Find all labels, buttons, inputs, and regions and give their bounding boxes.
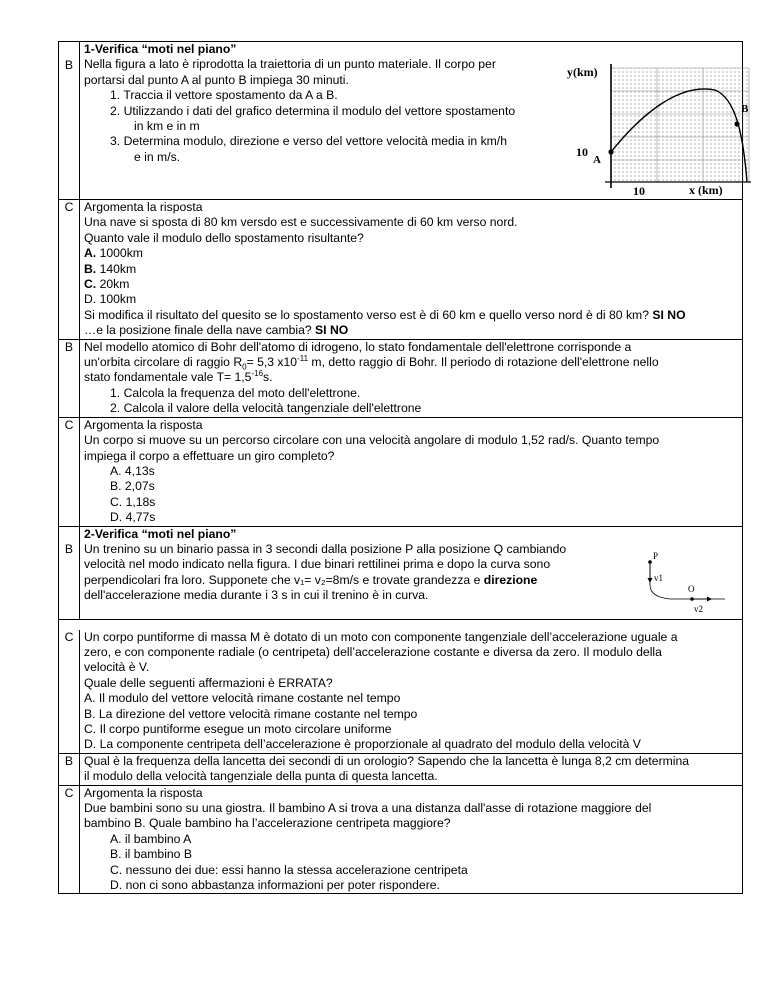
question-text: stato fondamentale vale $T= 1,5^{-16}s$. xyxy=(84,369,273,385)
answer-option: D. La componente centripeta dell’accelerazione è proporzionale al quadrato del modulo della velocità V xyxy=(84,737,641,752)
exercise-sheet xyxy=(58,41,749,894)
question-7 xyxy=(58,754,743,786)
question-text: velocità è V. xyxy=(84,660,150,675)
question-5 xyxy=(58,527,743,620)
point-b xyxy=(734,121,739,126)
difficulty-label: B xyxy=(59,754,80,785)
answer-option: C. nessuno dei due: essi hanno la stessa accelerazione centripeta xyxy=(110,862,468,877)
question-text: impiega il corpo a effettuare un giro completo? xyxy=(84,448,335,463)
answer-option: A. 4,13s xyxy=(110,463,155,478)
answer-option: D. 100km xyxy=(84,292,137,307)
question-3 xyxy=(58,340,743,418)
section-title: Argomenta la risposta xyxy=(84,200,203,214)
x-axis-label: x (km) xyxy=(689,183,723,196)
list-item-continuation: in km e in m xyxy=(134,119,200,134)
difficulty-label: B xyxy=(59,42,80,199)
question-2 xyxy=(58,200,743,340)
x-tick-10: 10 xyxy=(633,184,645,196)
question-text: zero, e con componente radiale (o centripeta) dell’accelerazione costante e diversa da zero. Il modulo della xyxy=(84,644,662,659)
question-text: portarsi dal punto A al punto B impiega 30 minuti. xyxy=(84,72,349,87)
question-text: Quanto vale il modulo dello spostamento risultante? xyxy=(84,230,364,245)
question-text: Qual è la frequenza della lancetta dei secondi di un orologio? Sapendo che la lancetta è lunga 8,2 cm determina xyxy=(84,753,690,768)
answer-option: A. 1000km xyxy=(84,246,143,261)
question-text: Un corpo si muove su un percorso circolare con una velocità angolare di modulo 1,52 rad/s. Quanto tempo xyxy=(84,433,660,448)
follow-up-question: Si modifica il risultato del quesito se lo spostamento verso est è di 60 km e quello verso nord è di 80 km? SI NO xyxy=(84,307,686,322)
question-text: Un corpo puntiforme di massa M è dotato di un moto con componente tangenziale dell’accelerazione uguale a xyxy=(84,629,678,644)
list-item: 2. Calcola il valore della velocità tangenziale dell'elettrone xyxy=(110,401,422,416)
point-p xyxy=(648,560,652,564)
section-title: 1-Verifica “moti nel piano” xyxy=(84,42,237,56)
q-label: O xyxy=(688,583,695,594)
answer-option: B. 140km xyxy=(84,261,137,276)
section-title: Argomenta la risposta xyxy=(84,785,203,800)
question-text: perpendicolari fra loro. Supponete che v₁= v₂=8m/s e trovate grandezza e direzione xyxy=(84,572,538,587)
question-text: dell'accelerazione media durante i 3 s in cui il trenino è in curva. xyxy=(84,588,429,603)
y-tick-10: 10 xyxy=(576,145,588,159)
answer-option: B. il bambino B xyxy=(110,847,192,862)
answer-option: D. non ci sono abbastanza informazioni per poter rispondere. xyxy=(110,878,440,893)
v2-label: v2 xyxy=(694,603,703,614)
point-a xyxy=(608,149,613,154)
answer-option: C. Il corpo puntiforme esegue un moto circolare uniforme xyxy=(84,721,392,736)
list-item: 2. Utilizzando i dati del grafico determina il modulo del vettore spostamento xyxy=(110,103,516,118)
question-text: Quale delle seguenti affermazioni è ERRATA? xyxy=(84,675,333,690)
question-text: Una nave si sposta di 80 km versdo est e successivamente di 60 km verso nord. xyxy=(84,215,518,230)
difficulty-label: C xyxy=(59,786,80,894)
difficulty-label: C xyxy=(59,630,80,753)
list-item: 3. Determina modulo, direzione e verso del vettore velocità media in km/h xyxy=(110,134,507,149)
list-item-continuation: e in m/s. xyxy=(134,149,181,164)
list-item: 1. Calcola la frequenza del moto dell'elettrone. xyxy=(110,385,361,400)
section-title: 2-Verifica “moti nel piano” xyxy=(84,526,237,541)
difficulty-label: B xyxy=(59,340,80,417)
question-6 xyxy=(58,620,743,754)
follow-up-question: …e la posizione finale della nave cambia? SI NO xyxy=(84,323,349,338)
answer-option: C. 20km xyxy=(84,277,130,292)
question-text: Nel modello atomico di Bohr dell'atomo di idrogeno, lo stato fondamentale dell'elettrone corrisponde a xyxy=(84,339,632,354)
point-b-label: B xyxy=(741,103,749,115)
trajectory-graph xyxy=(565,62,765,196)
question-8 xyxy=(58,786,743,895)
difficulty-label: C xyxy=(59,418,80,526)
question-text: Due bambini sono su una giostra. Il bambino A si trova a una distanza dall'asse di rotazione maggiore del xyxy=(84,801,652,815)
p-label: P xyxy=(653,550,659,561)
section-title: Argomenta la risposta xyxy=(84,417,203,432)
question-text: un'orbita circolare di raggio $R_0= 5,3$ $x10^{-11}$ m, detto raggio di Bohr. Il periodo di rotazione dell'elettrone nello xyxy=(84,354,659,372)
answer-option: B. La direzione del vettore velocità rimane costante nel tempo xyxy=(84,706,418,721)
question-text: Nella figura a lato è riprodotta la traiettoria di un punto materiale. Il corpo per xyxy=(84,57,496,72)
question-text: il modulo della velocità tangenziale della punta di questa lancetta. xyxy=(84,769,438,784)
train-curve-figure xyxy=(630,545,740,617)
question-text: velocità nel modo indicato nella figura. I due binari rettilinei prima e dopo la curva sono xyxy=(84,557,551,572)
question-1 xyxy=(58,41,749,200)
answer-option: A. Il modulo del vettore velocità rimane costante nel tempo xyxy=(84,691,401,706)
y-axis-label: y(km) xyxy=(567,65,598,79)
question-4 xyxy=(58,418,743,527)
answer-option: D. 4,77s xyxy=(110,510,156,525)
answer-option: A. il bambino A xyxy=(110,831,192,846)
answer-option: B. 2,07s xyxy=(110,479,155,494)
question-text: Un trenino su un binario passa in 3 secondi dalla posizione P alla posizione Q cambiando xyxy=(84,541,567,556)
point-q xyxy=(690,597,694,601)
difficulty-label: C xyxy=(59,200,80,339)
v1-label: v1 xyxy=(654,572,663,583)
question-text: bambino B. Quale bambino ha l’accelerazione centripeta maggiore? xyxy=(84,816,451,831)
list-item: 1. Traccia il vettore spostamento da A a B. xyxy=(110,88,338,103)
difficulty-label: B xyxy=(59,527,80,619)
point-a-label: A xyxy=(593,154,601,166)
answer-option: C. 1,18s xyxy=(110,494,156,509)
